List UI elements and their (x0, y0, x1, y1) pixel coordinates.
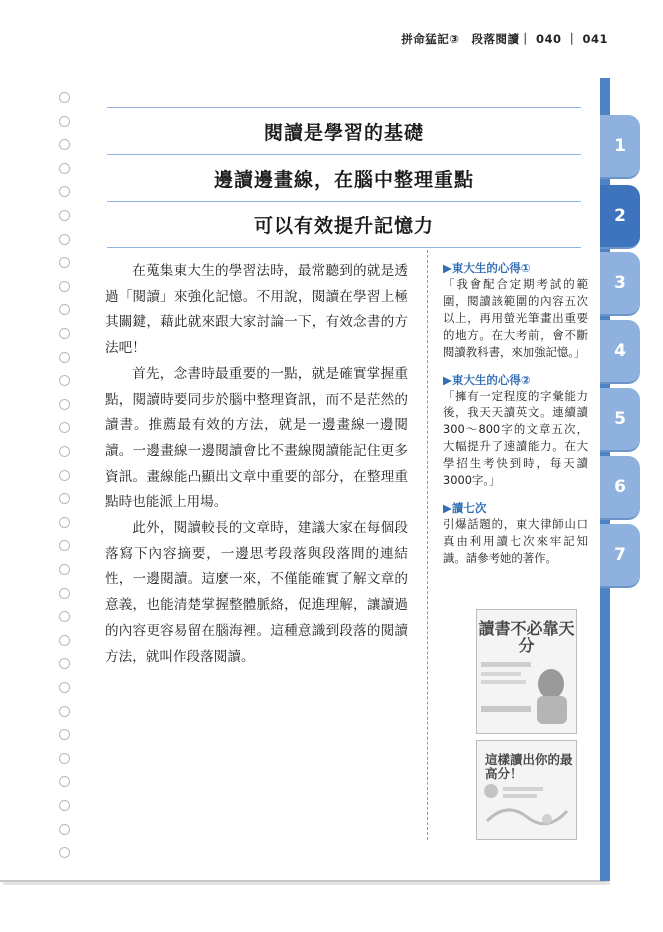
binder-hole (59, 375, 70, 386)
sidebar-note (443, 260, 588, 361)
binder-hole (59, 824, 70, 835)
sidebar-note-heading: ▶東大生的心得② (443, 372, 531, 387)
binder-hole (59, 588, 70, 599)
binder-hole (59, 635, 70, 646)
binder-hole (59, 446, 70, 457)
chapter-tabs (600, 110, 663, 610)
binder-hole (59, 847, 70, 858)
binder-hole (59, 753, 70, 764)
binder-holes (59, 92, 73, 862)
binder-hole (59, 163, 70, 174)
title-line-2: 邊讀邊畫線，在腦中整理重點 (107, 154, 581, 201)
chapter-tab-2[interactable]: 2 (600, 185, 640, 249)
binder-hole (59, 658, 70, 669)
book-cover-figure (477, 654, 576, 724)
binder-hole (59, 540, 70, 551)
sidebar-note-body: 「我會配合定期考試的範圍，閱讀該範圍的內容五次以上，再用螢光筆畫出重要的地方。在大考前，會不斷閱讀教科書，來加強記憶。」 (443, 277, 588, 359)
paragraph: 此外，閱讀較長的文章時，建議大家在每個段落寫下內容摘要，一邊思考段落與段落間的連結性，一邊閱讀。這麼一來，不僅能確實了解文章的意義，也能清楚掌握整體脈絡，促進理解，讓讀過的內容更容易留在腦海裡。這種意識到段落的閱讀方法，就叫作段落閱讀。 (105, 520, 408, 665)
book-cover-figure (477, 781, 576, 831)
binder-hole (59, 186, 70, 197)
binder-hole (59, 210, 70, 221)
chapter-tab-4[interactable]: 4 (600, 320, 640, 384)
binder-hole (59, 706, 70, 717)
binder-hole (59, 399, 70, 410)
binder-hole (59, 116, 70, 127)
sidebar-note (443, 500, 588, 567)
binder-hole (59, 800, 70, 811)
main-article (105, 259, 408, 670)
binder-hole (59, 234, 70, 245)
paragraph: 在蒐集東大生的學習法時，最常聽到的就是透過「閱讀」來強化記憶。不用說，閱讀在學習上極其關鍵，藉此就來跟大家討論一下，有效念書的方法吧！ (105, 263, 408, 357)
sidebar-note-body: 「擁有一定程度的字彙能力後，我天天讀英文。連續讀300～800字的文章五次，大幅提升了速讀能力。在大學招生考快到時，每天讀3000字。」 (443, 388, 588, 488)
book-cover-image (476, 609, 577, 734)
binder-hole (59, 352, 70, 363)
binder-hole (59, 493, 70, 504)
chapter-tab-5[interactable]: 5 (600, 388, 640, 452)
binder-hole (59, 281, 70, 292)
binder-hole (59, 304, 70, 315)
binder-hole (59, 257, 70, 268)
binder-hole (59, 422, 70, 433)
sidebar-note (443, 372, 588, 489)
sidebar-note-body: 引爆話題的，東大律師山口真由利用讀七次來牢記知識。請參考她的著作。 (443, 516, 588, 565)
binder-hole (59, 564, 70, 575)
book-cover-title: 這樣讀出你的最高分！ (485, 752, 573, 781)
title-block (107, 107, 581, 248)
book-cover-title: 讀書不必靠天分 (478, 619, 575, 655)
chapter-tab-6[interactable]: 6 (600, 456, 640, 520)
title-line-3: 可以有效提升記憶力 (107, 201, 581, 248)
binder-hole (59, 139, 70, 150)
title-line-1: 閱讀是學習的基礎 (107, 107, 581, 154)
sidebar-note-heading: ▶讀七次 (443, 500, 487, 515)
book-cover-image (476, 740, 577, 840)
binder-hole (59, 776, 70, 787)
binder-hole (59, 729, 70, 740)
binder-hole (59, 611, 70, 622)
paragraph: 首先，念書時最重要的一點，就是確實掌握重點，閱讀時要同步於腦中整理資訊，而不是茫然的讀書。推薦最有效的方法，就是一邊畫線一邊閱讀。一邊畫線一邊閱讀會比不畫線閱讀能記住更多資訊。畫線能凸顯出文章中重要的部分，在整理重點時也能派上用場。 (105, 365, 408, 511)
binder-hole (59, 328, 70, 339)
binder-hole (59, 470, 70, 481)
running-header: 拼命猛記③ 段落閱讀｜ 040 ｜ 041 (401, 32, 608, 46)
chapter-tab-1[interactable]: 1 (600, 115, 640, 179)
chapter-tab-3[interactable]: 3 (600, 252, 640, 316)
column-divider (427, 250, 428, 840)
chapter-tab-7[interactable]: 7 (600, 524, 640, 588)
sidebar-notes (443, 260, 588, 578)
binder-hole (59, 92, 70, 103)
sidebar-note-heading: ▶東大生的心得① (443, 261, 531, 275)
binder-hole (59, 517, 70, 528)
binder-hole (59, 682, 70, 693)
